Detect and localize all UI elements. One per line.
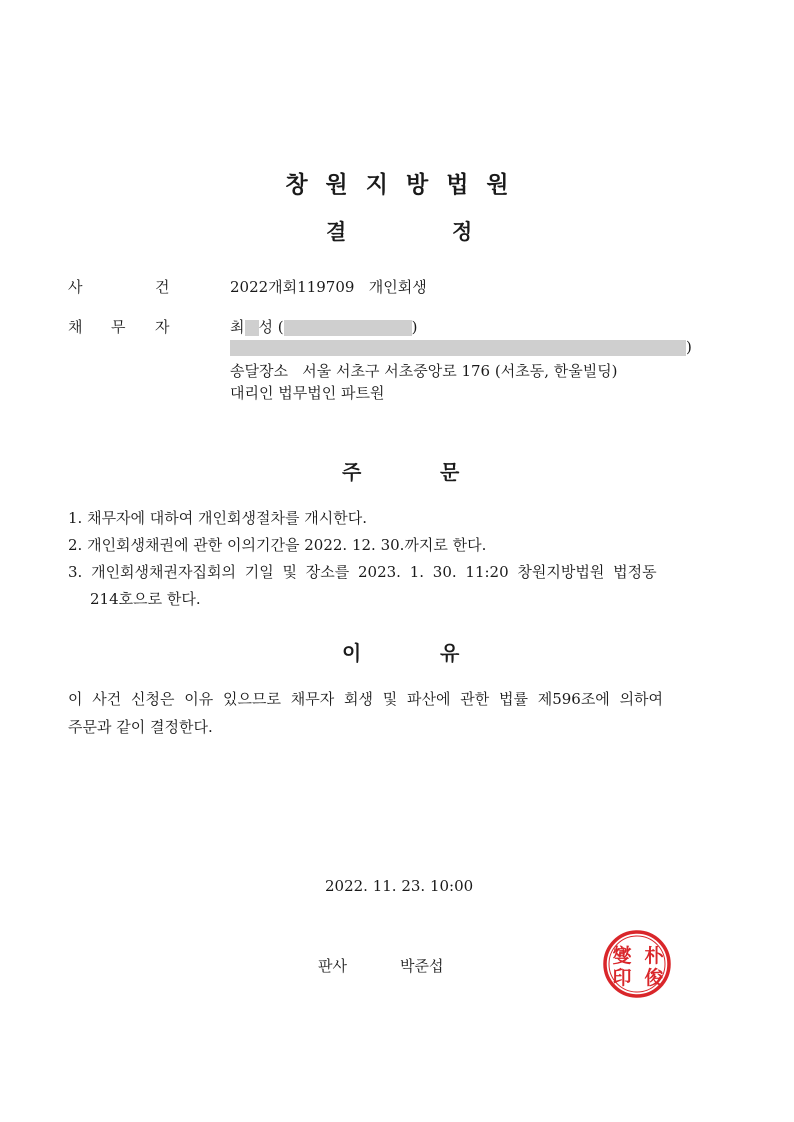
case-number: 2022개회119709 개인회생: [230, 278, 427, 296]
paren-close: ): [411, 318, 418, 336]
case-label-char-1: 사: [68, 278, 83, 296]
debtor-label-char-2: 무: [111, 318, 126, 336]
paren-open: (: [277, 318, 284, 336]
debtor-address: [230, 338, 692, 356]
redaction-block: [284, 320, 412, 336]
order-item-continuation: 214호으로 한다.: [90, 590, 201, 608]
decision-datetime: 2022. 11. 23. 10:00: [325, 877, 474, 895]
document-title-left: 결: [326, 220, 347, 244]
svg-text:印: 印: [612, 967, 632, 989]
debtor-label-char-1: 채: [68, 318, 83, 336]
debtor-label-char-3: 자: [155, 318, 170, 336]
address-paren-close: ): [686, 338, 692, 356]
judge-seal-icon: [598, 925, 676, 1003]
order-item: 1. 채무자에 대하여 개인회생절차를 개시한다.: [68, 509, 367, 527]
legal-agent: 대리인 법무법인 파트원: [230, 384, 385, 402]
redaction-block: [230, 340, 686, 356]
debtor-name-first: 최: [230, 318, 245, 336]
reason-text: 이 사건 신청은 이유 있으므로 채무자 회생 및 파산에 관한 법률 제596조에 의하여: [68, 690, 664, 708]
order-item: 3. 개인회생채권자집회의 기일 및 장소를 2023. 1. 30. 11:20 창원지방법원 법정동: [68, 563, 657, 581]
order-heading-right: 문: [440, 460, 460, 484]
court-name: 창원지방법원: [285, 172, 527, 198]
case-label-char-2: 건: [155, 278, 170, 296]
debtor-name: [230, 316, 418, 337]
debtor-name-last: 성: [258, 318, 273, 336]
judge-name: 박준섭: [400, 957, 444, 975]
svg-text:朴: 朴: [644, 945, 664, 967]
reason-text: 주문과 같이 결정한다.: [68, 718, 213, 736]
reason-heading-right: 유: [440, 641, 460, 665]
reason-heading-left: 이: [342, 641, 362, 665]
document-title-right: 정: [452, 220, 473, 244]
order-heading-left: 주: [342, 460, 362, 484]
svg-text:俊: 俊: [644, 967, 664, 989]
judge-title: 판사: [318, 957, 347, 975]
redaction-block: [245, 320, 259, 336]
service-address: 송달장소 서울 서초구 서초중앙로 176 (서초동, 한울빌딩): [230, 362, 618, 380]
order-item: 2. 개인회생채권에 관한 이의기간을 2022. 12. 30.까지로 한다.: [68, 536, 487, 554]
svg-text:燮: 燮: [612, 945, 632, 967]
